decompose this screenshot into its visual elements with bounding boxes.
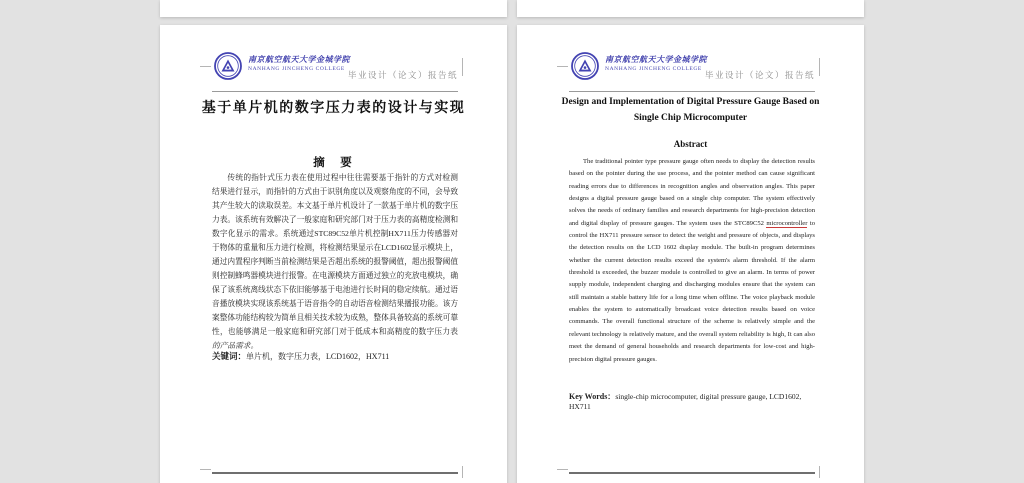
thesis-title-chinese: 基于单片机的数字压力表的设计与实现	[201, 101, 466, 116]
school-name-chinese: 南京航空航天大学金城学院	[605, 55, 707, 64]
thesis-title-english	[517, 95, 864, 126]
margin-crop-mark	[557, 66, 568, 67]
keywords-label-english: Key Words：	[569, 392, 616, 401]
abstract-paragraph-chinese	[212, 171, 458, 353]
document-page-english-abstract[interactable]	[517, 25, 864, 483]
thesis-title-english-line2: Single Chip Microcomputer	[633, 112, 748, 123]
previous-page-stub-left	[160, 0, 507, 17]
school-name-english: NANHANG JINCHENG COLLEGE	[605, 66, 702, 72]
margin-crop-mark	[200, 469, 211, 470]
spellcheck-underlined-word: microcontroller	[766, 219, 808, 227]
margin-crop-mark	[462, 466, 463, 478]
keywords-label-chinese: 关键词：	[212, 351, 247, 361]
keywords-line-chinese	[212, 350, 458, 362]
document-page-chinese-abstract[interactable]	[160, 25, 507, 483]
margin-crop-mark	[462, 58, 463, 76]
university-seal-icon	[571, 52, 599, 80]
thesis-title-english-line1: Design and Implementation of Digital Pressure Gauge Based on	[561, 97, 820, 107]
footer-rule	[569, 472, 815, 474]
abstract-body-english-part2: to control the HX711 pressure sensor to detect the weight and pressure of objects, and displays the detection results on the LCD 1602 display module. The built-in program determines whether the current detection results exceed the system's alarm threshold. If the alarm threshold is exceeded, the buzzer module is controlled to give an alarm. In terms of power supply module, independent charging and discharging modules ensure that the system can still maintain a stable battery life for a long time when offline. The voice playback module enables the system to automatically broadcast voice detection results based on voice commands. The overall functional structure of the scheme is relatively simple and the relevant technology is relatively mature, and the overall system reliability is high, It can also meet the demand of general households and research departments for low-cost and high-precision digital pressure gauges.	[569, 219, 815, 363]
margin-crop-mark	[200, 66, 211, 67]
keywords-value-english: single-chip microcomputer, digital pressure gauge, LCD1602, HX711	[569, 392, 802, 411]
abstract-body-english-part1: The traditional pointer type pressure gauge often needs to display the detection results based on the pointer during the use process, and the pointer method can cause significant reading errors due to differences in recognition angles and observation angles. This paper designs a digital pressure gauge based on a single chip computer. The system effectively solves the needs of ordinary families and research departments for high-precision detection and digital display of pressure gauges. The system uses the STC89C52	[569, 158, 815, 227]
margin-crop-mark	[819, 466, 820, 478]
school-name-english: NANHANG JINCHENG COLLEGE	[248, 66, 345, 72]
university-seal-icon	[214, 52, 242, 80]
abstract-paragraph-english	[569, 156, 815, 366]
keywords-line-english	[569, 391, 815, 411]
previous-page-stub-right	[517, 0, 864, 17]
abstract-heading-english: Abstract	[673, 139, 708, 149]
paper-type-label: 毕业设计（论文）报告纸	[347, 70, 458, 80]
abstract-body-chinese: 传统的指针式压力表在使用过程中往往需要基于指针的方式对检测结果进行显示，而指针的方式由于识别角度以及观察角度的不同，会导致其产生较大的读取误差。本文基于单片机设计了一款基于单片机的数字压力表。该系统有效解决了一般家庭和研究部门对于压力表的高精度检测和数字化显示的需求。系统通过STC89C52单片机控制HX711压力传感器对于物体的重量和压力进行检测，将检测结果显示在LCD1602显示模块上，通过内置程序判断当前检测结果是否超出系统的报警阈值，超出报警阈值则控制蜂鸣器模块进行报警。在电源模块方面通过独立的充放电模块，确保了该系统离线状态下依旧能够基于电池进行长时间的稳定续航。通过语音播放模块实现该系统基于语音指令的自动语音检测结果播报功能。该方案整体功能结构较为简单且相关技术较为成熟，整体具备较高的系统可靠性，也能够满足一般家庭和研究部门对于低成本和高精度的数字压力表	[212, 173, 459, 336]
school-name-chinese: 南京航空航天大学金城学院	[248, 55, 350, 64]
header-rule	[212, 91, 458, 92]
margin-crop-mark	[557, 469, 568, 470]
header-rule	[569, 91, 815, 92]
footer-rule	[212, 472, 458, 474]
keywords-value-chinese: 单片机，数字压力表，LCD1602，HX711	[246, 352, 390, 361]
margin-crop-mark	[819, 58, 820, 76]
paper-type-label: 毕业设计（论文）报告纸	[704, 70, 815, 80]
abstract-italic-tail: 的产品需求。	[212, 341, 259, 350]
abstract-heading-chinese: 摘 要	[313, 157, 354, 169]
